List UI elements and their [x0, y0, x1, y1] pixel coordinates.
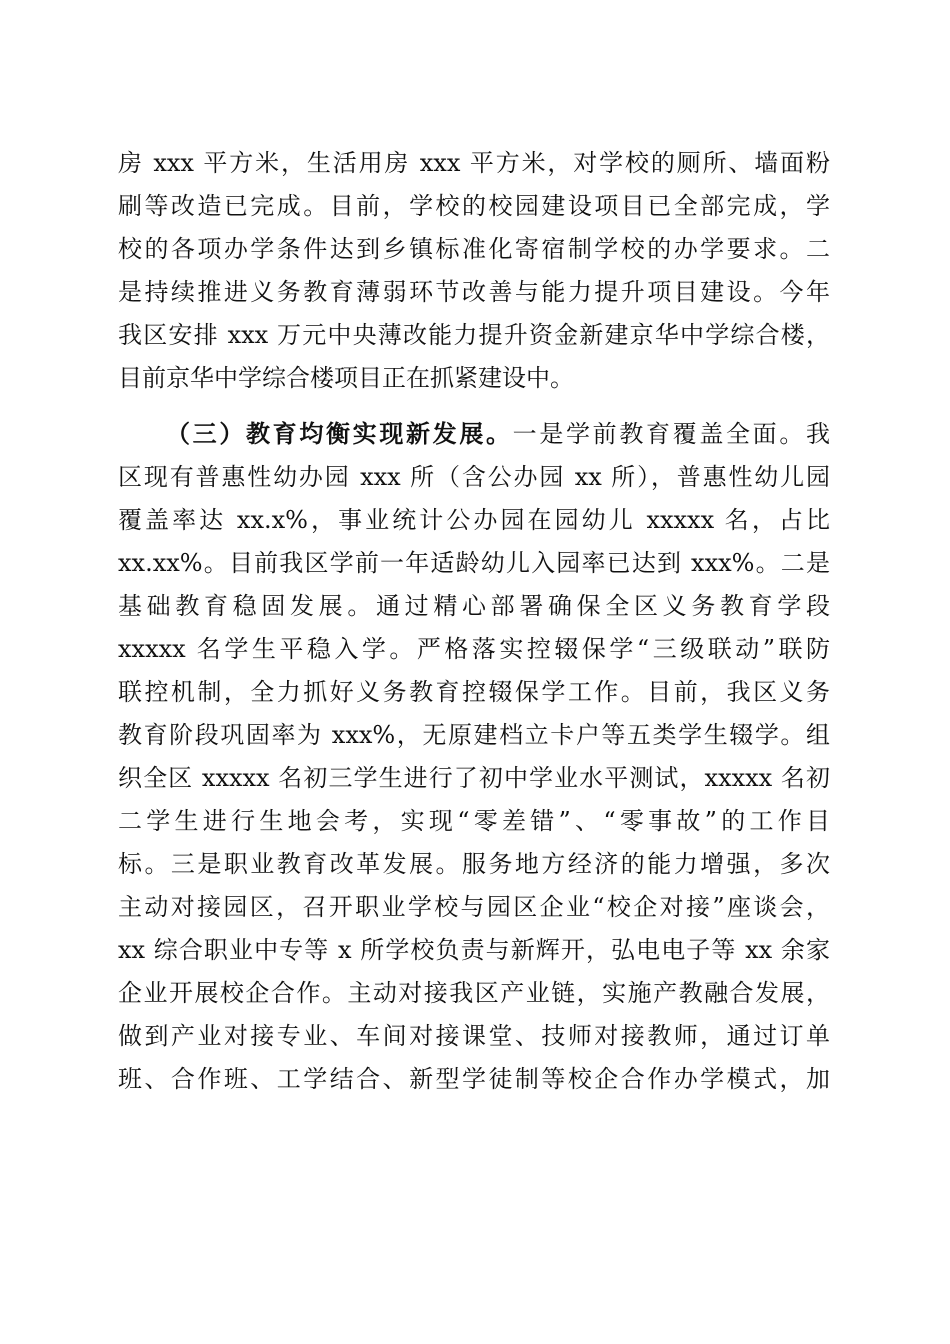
paragraph-line: 区现有普惠性幼办园 xxx 所（含公办园 xx 所），普惠性幼儿园 — [118, 463, 830, 491]
paragraph-line: 基础教育稳固发展。通过精心部署确保全区义务教育学段 — [118, 592, 830, 620]
paragraph-line: 校的各项办学条件达到乡镇标准化寄宿制学校的办学要求。二 — [118, 235, 830, 263]
paragraph-line: 企业开展校企合作。主动对接我区产业链，实施产教融合发展， — [118, 979, 830, 1007]
paragraph-line: 标。三是职业教育改革发展。服务地方经济的能力增强，多次 — [118, 850, 830, 878]
paragraph-line: 做到产业对接专业、车间对接课堂、技师对接教师，通过订单 — [118, 1022, 830, 1050]
paragraph-line: 房 xxx 平方米，生活用房 xxx 平方米，对学校的厕所、墙面粉 — [118, 149, 830, 177]
paragraph-line: 我区安排 xxx 万元中央薄改能力提升资金新建京华中学综合楼， — [118, 321, 830, 349]
paragraph-line: xx.xx%。目前我区学前一年适龄幼儿入园率已达到 xxx%。二是 — [118, 549, 830, 577]
section-heading-line — [166, 414, 830, 454]
paragraph-line: 主动对接园区，召开职业学校与园区企业“校企对接”座谈会， — [118, 893, 830, 921]
paragraph-line: 教育阶段巩固率为 xxx%，无原建档立卡户等五类学生辍学。组 — [118, 721, 830, 749]
paragraph-line: 织全区 xxxxx 名初三学生进行了初中学业水平测试，xxxxx 名初 — [118, 764, 830, 792]
paragraph-line: 覆盖率达 xx.x%，事业统计公办园在园幼儿 xxxxx 名，占比 — [118, 506, 830, 534]
section-heading-rest: 一是学前教育覆盖全面。我 — [512, 420, 830, 448]
paragraph-line: 联控机制，全力抓好义务教育控辍保学工作。目前，我区义务 — [118, 678, 830, 706]
section-heading: （三）教育均衡实现新发展。 — [166, 419, 513, 448]
paragraph-line: xx 综合职业中专等 x 所学校负责与新辉开，弘电电子等 xx 余家 — [118, 936, 830, 964]
paragraph-line: 是持续推进义务教育薄弱环节改善与能力提升项目建设。今年 — [118, 278, 830, 306]
paragraph-line: 刷等改造已完成。目前，学校的校园建设项目已全部完成，学 — [118, 192, 830, 220]
paragraph-line: xxxxx 名学生平稳入学。严格落实控辍保学“三级联动”联防 — [118, 635, 830, 663]
paragraph-line: 班、合作班、工学结合、新型学徒制等校企合作办学模式，加 — [118, 1065, 830, 1093]
paragraph-line: 二学生进行生地会考，实现“零差错”、“零事故”的工作目 — [118, 807, 830, 835]
paragraph-line: 目前京华中学综合楼项目正在抓紧建设中。 — [118, 364, 574, 392]
